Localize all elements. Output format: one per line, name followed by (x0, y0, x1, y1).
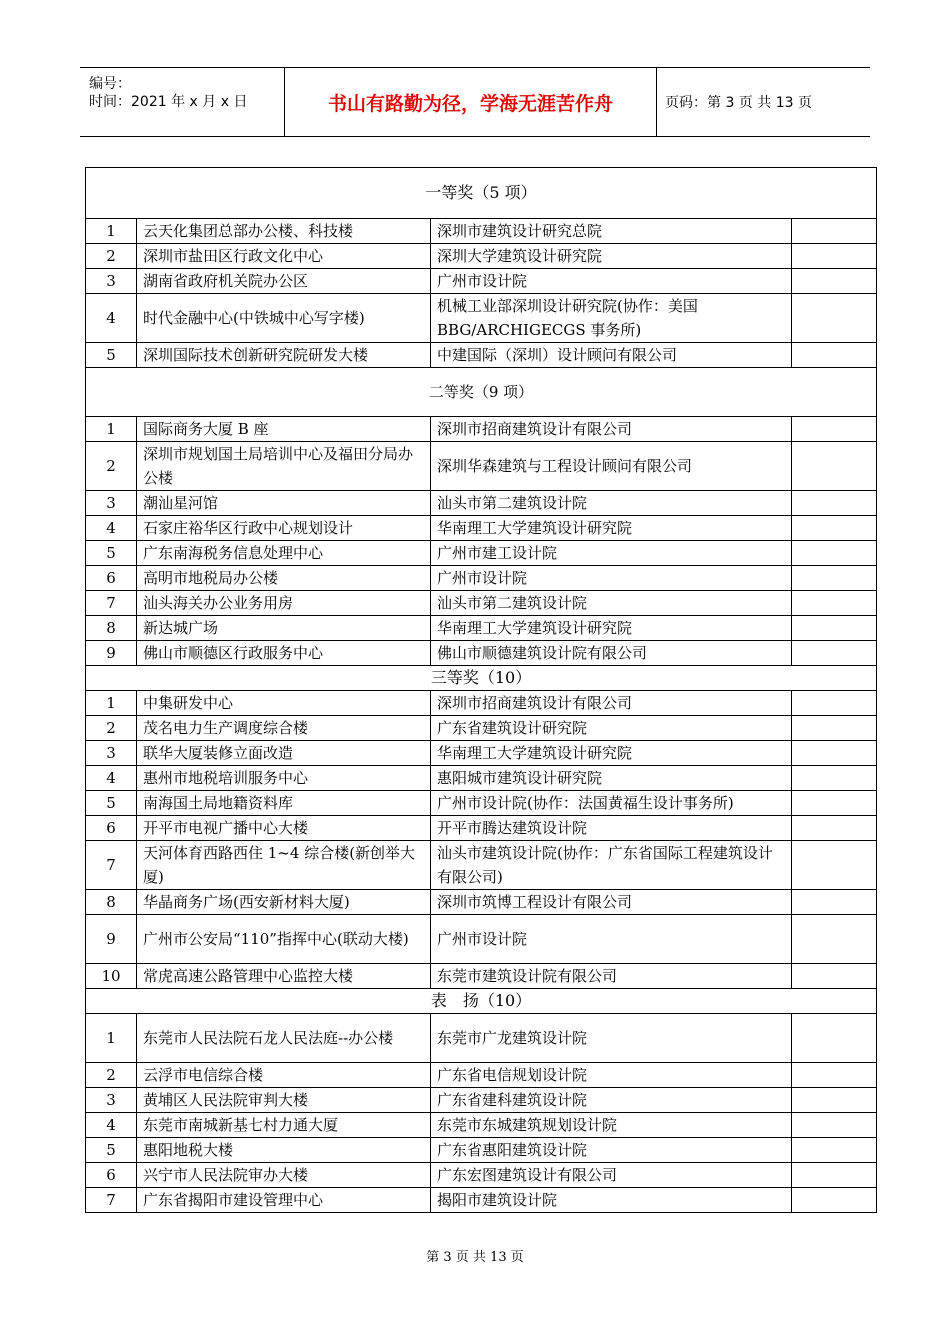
row-number: 1 (86, 691, 137, 716)
blank-cell (792, 294, 877, 343)
project-name: 深圳市盐田区行政文化中心 (137, 244, 431, 269)
row-number: 9 (86, 641, 137, 666)
table-row (86, 1138, 877, 1163)
blank-cell (792, 219, 877, 244)
blank-cell (792, 442, 877, 491)
row-number: 1 (86, 1014, 137, 1063)
table-row (86, 915, 877, 964)
row-number: 10 (86, 964, 137, 989)
blank-cell (792, 716, 877, 741)
design-institute: 深圳市建筑设计研究总院 (431, 219, 792, 244)
row-number: 5 (86, 343, 137, 368)
design-institute: 广东省建筑设计研究院 (431, 716, 792, 741)
table-row (86, 1188, 877, 1213)
section-title: 表 扬（10） (86, 989, 877, 1014)
table-row (86, 1088, 877, 1113)
project-name: 湖南省政府机关院办公区 (137, 269, 431, 294)
blank-cell (792, 1138, 877, 1163)
blank-cell (792, 591, 877, 616)
design-institute: 汕头市建筑设计院(协作：广东省国际工程建筑设计有限公司) (431, 841, 792, 890)
table-row (86, 591, 877, 616)
row-number: 2 (86, 442, 137, 491)
project-name: 潮汕星河馆 (137, 491, 431, 516)
header-meta (80, 68, 284, 136)
design-institute: 汕头市第二建筑设计院 (431, 491, 792, 516)
design-institute: 机械工业部深圳设计研究院(协作：美国 BBG/ARCHIGECGS 事务所) (431, 294, 792, 343)
table-row (86, 343, 877, 368)
project-name: 新达城广场 (137, 616, 431, 641)
row-number: 3 (86, 1088, 137, 1113)
blank-cell (792, 616, 877, 641)
row-number: 6 (86, 816, 137, 841)
table-row (86, 816, 877, 841)
table-row (86, 616, 877, 641)
row-number: 5 (86, 1138, 137, 1163)
project-name: 东莞市人民法院石龙人民法庭--办公楼 (137, 1014, 431, 1063)
blank-cell (792, 1088, 877, 1113)
row-number: 4 (86, 516, 137, 541)
row-number: 3 (86, 269, 137, 294)
table-row (86, 269, 877, 294)
row-number: 9 (86, 915, 137, 964)
table-row (86, 244, 877, 269)
design-institute: 东莞市建筑设计院有限公司 (431, 964, 792, 989)
blank-cell (792, 566, 877, 591)
design-institute: 深圳市筑博工程设计有限公司 (431, 890, 792, 915)
blank-cell (792, 541, 877, 566)
project-name: 开平市电视广播中心大楼 (137, 816, 431, 841)
project-name: 东莞市南城新基七村力通大厦 (137, 1113, 431, 1138)
project-name: 时代金融中心(中铁城中心写字楼) (137, 294, 431, 343)
row-number: 1 (86, 417, 137, 442)
design-institute: 开平市腾达建筑设计院 (431, 816, 792, 841)
table-row (86, 766, 877, 791)
blank-cell (792, 244, 877, 269)
table-row (86, 641, 877, 666)
row-number: 1 (86, 219, 137, 244)
design-institute: 广州市设计院 (431, 566, 792, 591)
blank-cell (792, 915, 877, 964)
blank-cell (792, 1163, 877, 1188)
project-name: 汕头海关办公业务用房 (137, 591, 431, 616)
row-number: 5 (86, 541, 137, 566)
table-row (86, 417, 877, 442)
project-name: 黄埔区人民法院审判大楼 (137, 1088, 431, 1113)
section-title: 三等奖（10） (86, 666, 877, 691)
blank-cell (792, 343, 877, 368)
table-row (86, 1113, 877, 1138)
header-motto: 书山有路勤为径，学海无涯苦作舟 (284, 68, 657, 136)
project-name: 联华大厦装修立面改造 (137, 741, 431, 766)
section-header-row (86, 168, 877, 219)
blank-cell (792, 1113, 877, 1138)
design-institute: 华南理工大学建筑设计研究院 (431, 741, 792, 766)
blank-cell (792, 1063, 877, 1088)
design-institute: 中建国际（深圳）设计顾问有限公司 (431, 343, 792, 368)
design-institute: 广州市设计院(协作：法国黄福生设计事务所) (431, 791, 792, 816)
design-institute: 佛山市顺德建筑设计院有限公司 (431, 641, 792, 666)
blank-cell (792, 791, 877, 816)
section-header-row (86, 666, 877, 691)
table-row (86, 741, 877, 766)
page-header (80, 67, 870, 137)
row-number: 7 (86, 1188, 137, 1213)
design-institute: 深圳大学建筑设计研究院 (431, 244, 792, 269)
row-number: 3 (86, 741, 137, 766)
section-title: 二等奖（9 项） (86, 368, 877, 417)
project-name: 云浮市电信综合楼 (137, 1063, 431, 1088)
awards-table (85, 167, 877, 1213)
design-institute: 华南理工大学建筑设计研究院 (431, 616, 792, 641)
row-number: 7 (86, 841, 137, 890)
blank-cell (792, 516, 877, 541)
project-name: 南海国土局地籍资料库 (137, 791, 431, 816)
design-institute: 东莞市东城建筑规划设计院 (431, 1113, 792, 1138)
table-row (86, 442, 877, 491)
project-name: 广州市公安局“110”指挥中心(联动大楼) (137, 915, 431, 964)
project-name: 中集研发中心 (137, 691, 431, 716)
awards-table-body (86, 168, 877, 1213)
design-institute: 广州市建工设计院 (431, 541, 792, 566)
table-row (86, 219, 877, 244)
document-number-label: 编号： (89, 76, 131, 92)
project-name: 惠州市地税培训服务中心 (137, 766, 431, 791)
project-name: 广东南海税务信息处理中心 (137, 541, 431, 566)
row-number: 2 (86, 1063, 137, 1088)
blank-cell (792, 816, 877, 841)
table-row (86, 791, 877, 816)
design-institute: 深圳华森建筑与工程设计顾问有限公司 (431, 442, 792, 491)
project-name: 广东省揭阳市建设管理中心 (137, 1188, 431, 1213)
blank-cell (792, 741, 877, 766)
design-institute: 东莞市广龙建筑设计院 (431, 1014, 792, 1063)
design-institute: 深圳市招商建筑设计有限公司 (431, 691, 792, 716)
project-name: 兴宁市人民法院审办大楼 (137, 1163, 431, 1188)
row-number: 7 (86, 591, 137, 616)
table-row (86, 841, 877, 890)
table-row (86, 491, 877, 516)
blank-cell (792, 1188, 877, 1213)
project-name: 华晶商务广场(西安新材料大厦) (137, 890, 431, 915)
project-name: 惠阳地税大楼 (137, 1138, 431, 1163)
design-institute: 汕头市第二建筑设计院 (431, 591, 792, 616)
document-date-label: 时间：2021 年 x 月 x 日 (89, 94, 248, 110)
row-number: 2 (86, 716, 137, 741)
row-number: 4 (86, 766, 137, 791)
project-name: 茂名电力生产调度综合楼 (137, 716, 431, 741)
design-institute: 广东宏图建筑设计有限公司 (431, 1163, 792, 1188)
project-name: 深圳市规划国土局培训中心及福田分局办公楼 (137, 442, 431, 491)
blank-cell (792, 641, 877, 666)
project-name: 常虎高速公路管理中心监控大楼 (137, 964, 431, 989)
design-institute: 广东省建科建筑设计院 (431, 1088, 792, 1113)
blank-cell (792, 964, 877, 989)
row-number: 5 (86, 791, 137, 816)
blank-cell (792, 417, 877, 442)
table-row (86, 691, 877, 716)
project-name: 国际商务大厦 B 座 (137, 417, 431, 442)
row-number: 2 (86, 244, 137, 269)
blank-cell (792, 491, 877, 516)
project-name: 深圳国际技术创新研究院研发大楼 (137, 343, 431, 368)
blank-cell (792, 841, 877, 890)
row-number: 3 (86, 491, 137, 516)
table-row (86, 1014, 877, 1063)
row-number: 4 (86, 294, 137, 343)
design-institute: 广州市设计院 (431, 269, 792, 294)
blank-cell (792, 1014, 877, 1063)
row-number: 8 (86, 890, 137, 915)
page-footer (0, 1246, 950, 1265)
blank-cell (792, 269, 877, 294)
table-row (86, 541, 877, 566)
table-row (86, 1063, 877, 1088)
table-row (86, 294, 877, 343)
blank-cell (792, 890, 877, 915)
row-number: 8 (86, 616, 137, 641)
table-row (86, 1163, 877, 1188)
design-institute: 揭阳市建筑设计院 (431, 1188, 792, 1213)
table-row (86, 516, 877, 541)
table-row (86, 566, 877, 591)
design-institute: 广州市设计院 (431, 915, 792, 964)
row-number: 6 (86, 566, 137, 591)
section-title: 一等奖（5 项） (86, 168, 877, 219)
design-institute: 深圳市招商建筑设计有限公司 (431, 417, 792, 442)
row-number: 4 (86, 1113, 137, 1138)
section-header-row (86, 989, 877, 1014)
design-institute: 广东省惠阳建筑设计院 (431, 1138, 792, 1163)
table-row (86, 964, 877, 989)
design-institute: 惠阳城市建筑设计研究院 (431, 766, 792, 791)
blank-cell (792, 691, 877, 716)
design-institute: 华南理工大学建筑设计研究院 (431, 516, 792, 541)
project-name: 高明市地税局办公楼 (137, 566, 431, 591)
design-institute: 广东省电信规划设计院 (431, 1063, 792, 1088)
section-header-row (86, 368, 877, 417)
project-name: 石家庄裕华区行政中心规划设计 (137, 516, 431, 541)
table-row (86, 890, 877, 915)
project-name: 云天化集团总部办公楼、科技楼 (137, 219, 431, 244)
blank-cell (792, 766, 877, 791)
footer-page-number: 第 3 页 共 13 页 (426, 1250, 524, 1265)
project-name: 天河体育西路西住 1~4 综合楼(新创举大厦) (137, 841, 431, 890)
table-row (86, 716, 877, 741)
header-page-info: 页码：第 3 页 共 13 页 (665, 95, 812, 111)
row-number: 6 (86, 1163, 137, 1188)
project-name: 佛山市顺德区行政服务中心 (137, 641, 431, 666)
